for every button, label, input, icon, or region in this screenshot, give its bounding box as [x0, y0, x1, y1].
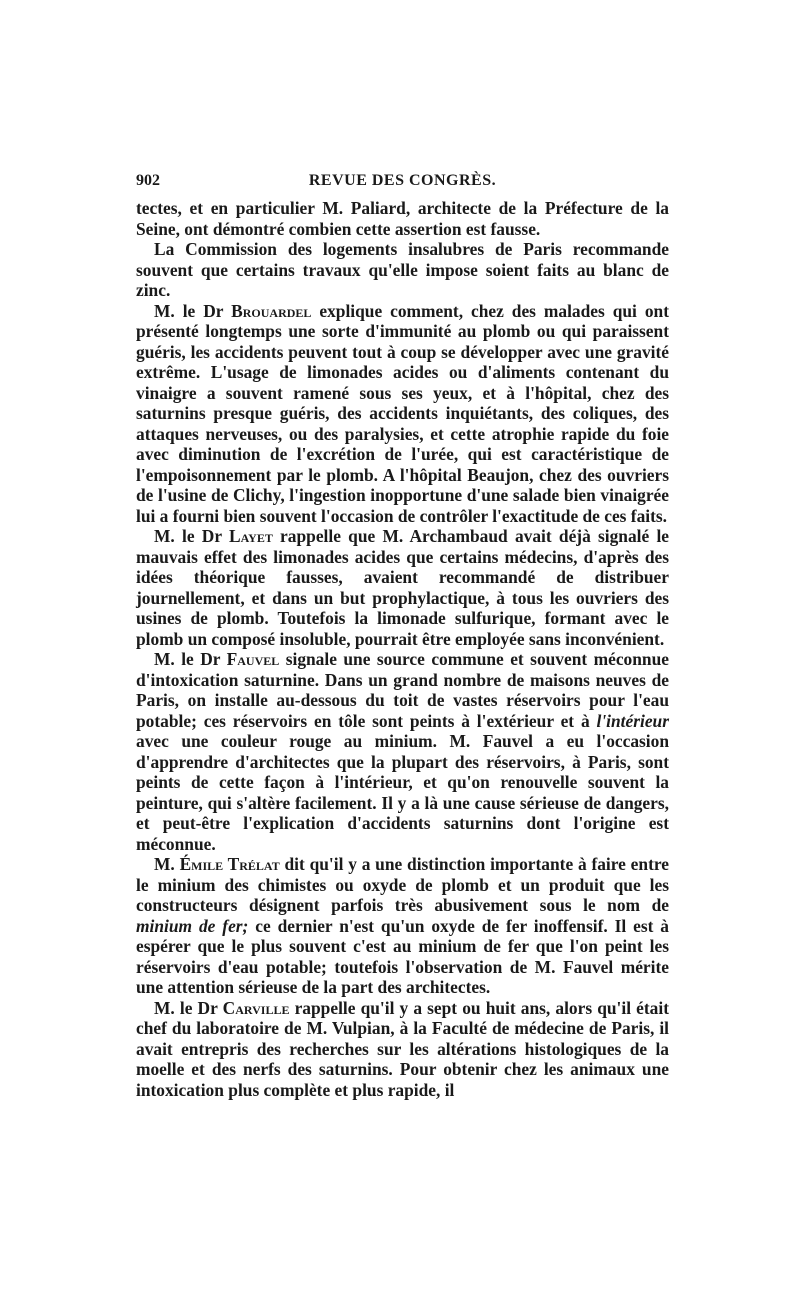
paragraph-text: ce dernier n'est qu'un oxyde de fer inoffensif. Il est à espérer que le plus souvent c'est au minium de fer que l'on peint les réservoirs d'eau potable; toutefois l'observation de M. Fauvel mérite une attention sérieuse de la part des architectes. [136, 915, 669, 997]
paragraph-text: explique comment, chez des malades qui ont présenté longtemps une sorte d'immunité au plomb ou qui paraissent guéris, les accidents peuvent tout à coup se développer avec une gravité extrême. L'usage de limonades acides ou d'aliments contenant du vinaigre a souvent ramené sous ses yeux, et à l'hôpital, chez des saturnins presque guéris, des accidents inquiétants, des coliques, des attaques nerveuses, ou des paralysies, et cette atrophie rapide du foie avec diminution de l'excrétion de l'urée, qui est caractéristique de l'empoisonnement par le plomb. A l'hôpital Beaujon, chez des ouvriers de l'usine de Clichy, l'ingestion inopportune d'une salade bien vinaigrée lui a fourni bien souvent l'occasion de contrôler l'exactitude de ces faits. [136, 300, 669, 526]
paragraph-layet [136, 526, 669, 649]
paragraph-text: rappelle qu'il y a sept ou huit ans, alors qu'il était chef du laboratoire de M. Vulpian, à la Faculté de médecine de Paris, il avait entrepris des recherches sur les altérations histologiques de la moelle et des nerfs des saturnins. Pour obtenir chez les animaux une intoxication plus complète et plus rapide, il [136, 997, 669, 1100]
paragraph-text: La Commission des logements insalubres de Paris recommande souvent que certains travaux qu'elle impose soient faits au blanc de zinc. [136, 239, 669, 300]
page-header [136, 168, 669, 198]
paragraph-brouardel [136, 301, 669, 527]
speaker-name: Émile Trélat [179, 854, 280, 874]
paragraph-carville [136, 998, 669, 1101]
speaker-title: M. [154, 854, 180, 874]
speaker-title: M. le Dr [154, 997, 223, 1018]
paragraph-text: rappelle que M. Archambaud avait déjà signalé le mauvais effet des limonades acides que certains médecins, d'après des idées théorique fausses, avaient recommandé de distribuer journellement, et dans un but prophylactique, à tous les ouvriers des usines de plomb. Toutefois la limonade sulfurique, formant avec le plomb un composé insoluble, pourrait être employée sans inconvénient. [136, 526, 669, 649]
paragraph-continuation [136, 198, 669, 239]
emphasis-text: l'intérieur [596, 710, 669, 731]
paragraph-trelat [136, 854, 669, 998]
page-number: 902 [136, 172, 160, 189]
paragraph-text: avec une couleur rouge au minium. M. Fauvel a eu l'occasion d'apprendre d'architectes que la plupart des réservoirs, à Paris, sont peints de cette façon à l'intérieur, et qu'on renouvelle souvent la peinture, qui s'altère facilement. Il y a là une cause sérieuse de dangers, et peut-être l'explication d'accidents saturnins dont l'origine est méconnue. [136, 731, 669, 854]
speaker-name: Layet [228, 526, 273, 546]
speaker-name: Fauvel [226, 649, 280, 669]
speaker-title: M. le Dr [154, 526, 229, 546]
emphasis-text: minium de fer; [136, 915, 249, 936]
running-title: REVUE DES CONGRÈS. [308, 172, 497, 189]
paragraph-text: dit qu'il y a une distinction importante à faire entre le minium des chimistes ou oxyde de plomb et un produit que les constructeurs désignent parfois très abusivement sous le nom de [136, 854, 669, 915]
paragraph-text: tectes, et en particulier M. Paliard, architecte de la Préfecture de la Seine, ont démontré combien cette assertion est fausse. [136, 198, 669, 239]
paragraph-commission [136, 239, 669, 301]
body-text [136, 198, 669, 1100]
document-page [136, 168, 669, 1100]
speaker-name: Brouardel [231, 300, 312, 321]
speaker-title: M. le Dr [154, 300, 232, 321]
speaker-name: Carville [222, 997, 290, 1018]
paragraph-fauvel [136, 649, 669, 854]
paragraph-text: signale une source commune et souvent méconnue d'intoxication saturnine. Dans un grand nombre de maisons neuves de Paris, on installe au-dessous du toit de vastes réservoirs pour l'eau potable; ces réservoirs en tôle sont peints à l'extérieur et à [136, 649, 669, 731]
speaker-title: M. le Dr [154, 649, 227, 669]
